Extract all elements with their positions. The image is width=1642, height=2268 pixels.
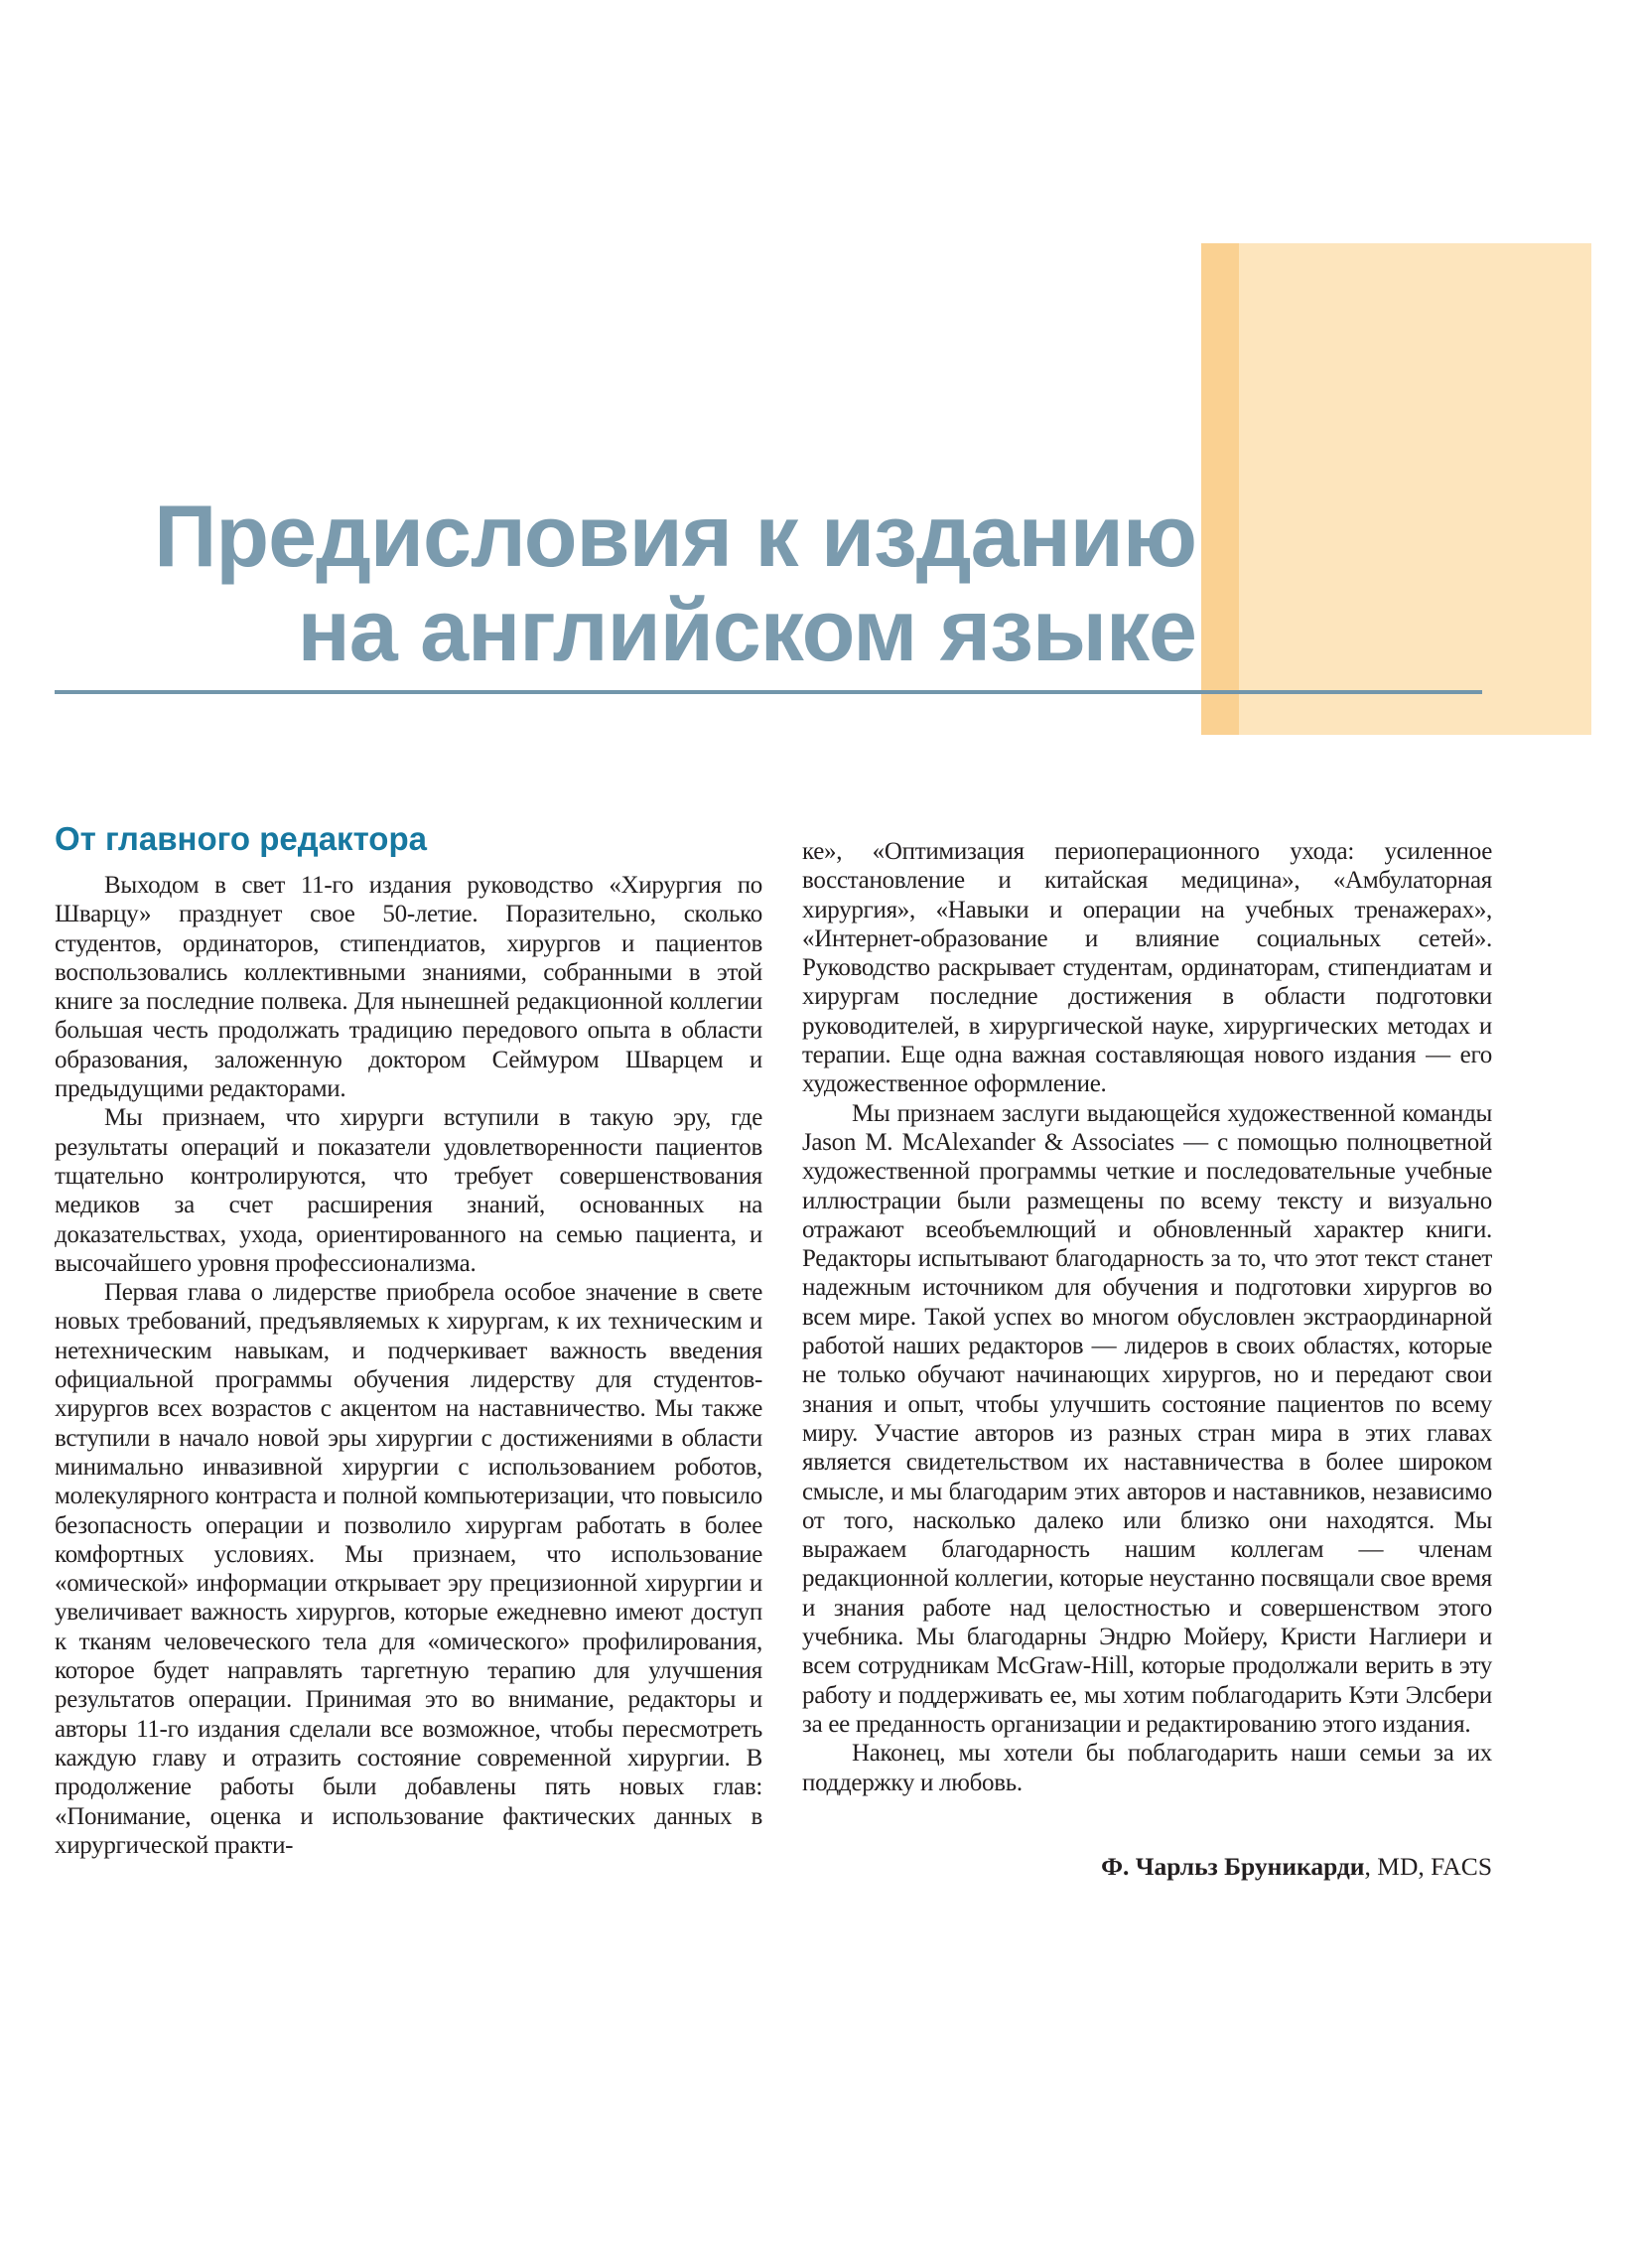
- page-title-line1: Предисловия к изданию: [154, 487, 1196, 585]
- title-rule: [55, 690, 1482, 694]
- author-credentials: , MD, FACS: [1364, 1851, 1492, 1881]
- paragraph: Первая глава о лидерстве приобрела особое значение в свете новых требований, предъявляемых к хирургам, к их техническим и нетехническим навыкам, и подчеркивает важность введения официальной программы обучения лидерству для студентов-хирургов всех возрастов с акцентом на наставничество. Мы также вступили в начало новой эры хирургии с достижениями в области минимально инвазивной хирургии с использованием роботов, молекулярного контраста и полной компьютеризации, что повысило безопасность операции и позволило хирургам работать в более комфортных условиях. Мы признаем, что использование «омической» информации открывает эру прецизионной хирургии и увеличивает важность хирургов, которые ежедневно имеют доступ к тканям человеческого тела для «омического» профилирования, которое будет направлять таргетную терапию для улучшения результатов операции. Принимая это во внимание, редакторы и авторы 11-го издания сделали все возможное, чтобы пересмотреть каждую главу и отразить состояние современной хирургии. В продолжение работы были добавлены пять новых глав: «Понимание, оценка и использование фактических данных в хирургической практи-: [55, 1279, 762, 1859]
- section-heading: От главного редактора: [55, 820, 427, 857]
- accent-block: [1201, 243, 1591, 735]
- paragraph: Мы признаем заслуги выдающейся художественной команды Jason M. McAlexander & Associates — с помощью полноцветной художественной программы четкие и последовательные учебные иллюстрации были размещены по всему тексту и визуально отражают всеобъемлющий и обновленный характер книги. Редакторы испытывают благодарность за то, что этот текст станет надежным источником для обучения и подготовки хирургов во всем мире. Такой успех во многом обусловлен экстраординарной работой наших редакторов — лидеров в своих областях, которые не только обучают начинающих хирургов, но и передают свои знания и опыт, чтобы улучшить состояние пациентов по всему миру. Участие авторов из разных стран мира в этих главах является свидетельством их наставничества в более широком смысле, и мы благодарим этих авторов и наставников, независимо от того, насколько далеко или близко они находятся. Мы выражаем благодарность нашим коллегам — членам редакционной коллегии, которые неустанно посвящали свое время и знания работе над целостностью и совершенством этого учебника. Мы благодарны Эндрю Мойеру, Кристи Наглиери и всем сотрудникам McGraw-Hill, которые продолжали верить в эту работу и поддерживать ее, мы хотим поблагодарить Кэти Элсбери за ее преданность организации и редактированию этого издания.: [802, 1099, 1492, 1738]
- accent-strip: [1201, 243, 1239, 735]
- author-name: Ф. Чарльз Бруникарди: [1101, 1851, 1365, 1881]
- author-signature: [802, 1852, 1492, 1882]
- right-column: [802, 821, 1492, 1882]
- page-title: [0, 489, 1196, 677]
- paragraph: Выходом в свет 11-го издания руководство «Хирургия по Шварцу» празднует свое 50-летие. Поразительно, сколько студентов, ординаторов, стипендиатов, хирургов и пациентов воспользовались коллективными знаниями, собранными в этой книге за последние полвека. Для нынешней редакционной коллегии большая честь продолжать традицию передового опыта в области образования, заложенную доктором Сеймуром Шварцем и предыдущими редакторами.: [55, 872, 762, 1103]
- preface-content: [55, 821, 1492, 1882]
- paragraph: Наконец, мы хотели бы поблагодарить наши семьи за их поддержку и любовь.: [802, 1740, 1492, 1796]
- paragraph: ке», «Оптимизация периоперационного ухода: усиленное восстановление и китайская медицина», «Амбулаторная хирургия», «Навыки и операции на учебных тренажерах», «Интернет-образование и влияние социальных сетей». Руководство раскрывает студентам, ординаторам, стипендиатам и хирургам последние достижения в области подготовки руководителей, в хирургической науке, хирургических методах и терапии. Еще одна важная составляющая нового издания — его художественное оформление.: [802, 838, 1492, 1098]
- page-title-line2: на английском языке: [297, 581, 1196, 679]
- paragraph: Мы признаем, что хирурги вступили в такую эру, где результаты операций и показатели удовлетворенности пациентов тщательно контролируются, что требует совершенствования медиков за счет расширения знаний, основанных на доказательствах, ухода, ориентированного на семью пациента, и высочайшего уровня профессионализма.: [55, 1104, 762, 1277]
- left-column: [55, 821, 762, 1882]
